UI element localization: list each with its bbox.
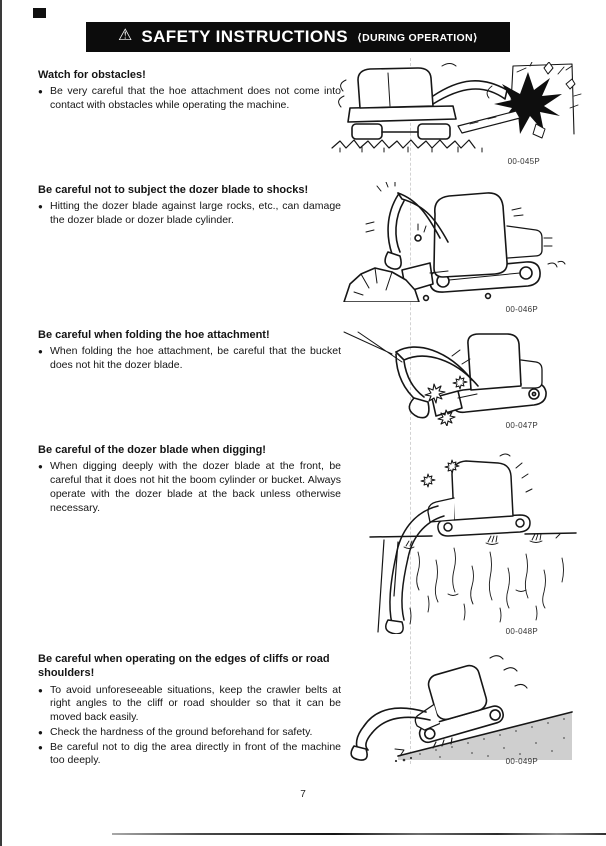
bucket-hitting-dozer-blade-illustration <box>340 330 580 426</box>
figure-caption: 00-048P <box>505 627 538 636</box>
safety-header-bar <box>86 22 510 52</box>
section-heading: Be careful when folding the hoe attachment! <box>38 329 270 341</box>
bullet-item <box>38 85 341 113</box>
page-number: 7 <box>300 789 306 800</box>
bullet-text: When digging deeply with the dozer blade at the front, be careful that it does not hit the boom cylinder or bucket. Always operate with the dozer blade at the back unless otherwise necessary. <box>50 460 341 514</box>
figure-bucket-blade-hit <box>340 330 580 430</box>
bullet-text: To avoid unforeseeable situations, keep the crawler belts at right angles to the cliff or road shoulder so that it can be moved back easily. <box>50 683 341 724</box>
bullet-text: Check the hardness of the ground beforehand for safety. <box>50 725 313 738</box>
section-cliff-road-shoulders <box>38 652 341 769</box>
machine-tipping-on-road-shoulder-illustration <box>340 648 580 762</box>
section-heading: Be careful not to subject the dozer blade to shocks! <box>38 184 309 196</box>
figure-deep-digging-cliff <box>340 448 580 636</box>
bullet-icon: ● <box>38 742 43 752</box>
figure-blade-rocks <box>340 182 580 314</box>
bullet-text: Hitting the dozer blade against large rocks, etc., can damage the dozer blade or dozer blade cylinder. <box>50 200 341 227</box>
bullet-item <box>38 200 341 228</box>
bullet-item <box>38 684 341 725</box>
bullet-icon: ● <box>38 347 43 357</box>
figure-caption: 00-046P <box>505 305 538 314</box>
bullet-icon: ● <box>38 727 43 737</box>
bullet-text: When folding the hoe attachment, be careful that the bucket does not hit the dozer blade. <box>50 345 341 372</box>
deep-digging-at-cliff-illustration <box>340 448 580 634</box>
section-dozer-blade-shocks <box>38 183 341 229</box>
bullet-icon: ● <box>38 685 43 695</box>
dozer-blade-hitting-rocks-illustration <box>340 182 580 302</box>
section-heading: Be careful of the dozer blade when digging! <box>38 444 266 456</box>
figure-caption: 00-049P <box>505 757 538 766</box>
figure-caption: 00-045P <box>507 157 540 166</box>
bullet-icon: ● <box>38 87 43 97</box>
bullet-icon: ● <box>38 462 43 472</box>
scan-bottom-line-artifact <box>112 833 606 835</box>
header-subtitle: ⟨DURING OPERATION⟩ <box>356 32 478 44</box>
figure-tipping-machine <box>340 648 580 766</box>
figure-caption: 00-047P <box>505 421 538 430</box>
bullet-item <box>38 345 341 373</box>
scan-edge-artifact <box>0 0 2 846</box>
section-folding-hoe <box>38 328 341 374</box>
scan-ink-blob <box>33 8 46 18</box>
section-blade-when-digging <box>38 443 341 516</box>
section-watch-for-obstacles <box>38 68 341 114</box>
figure-obstacle-collision <box>330 62 582 166</box>
bullet-item <box>38 741 341 769</box>
section-heading: Watch for obstacles! <box>38 69 146 81</box>
bullet-item <box>38 726 341 740</box>
header-title: SAFETY INSTRUCTIONS <box>141 27 348 46</box>
bullet-text: Be careful not to dig the area directly in front of the machine too deeply. <box>50 740 341 767</box>
bullet-icon: ● <box>38 202 43 212</box>
bullet-item <box>38 460 341 515</box>
excavator-boom-hitting-obstacle-illustration <box>330 62 582 154</box>
bullet-text: Be very careful that the hoe attachment does not come into contact with obstacles while operating the machine. <box>50 85 341 112</box>
section-heading: Be careful when operating on the edges of cliffs or road shoulders! <box>38 653 330 680</box>
warning-triangle-icon: ⚠ <box>118 27 133 44</box>
